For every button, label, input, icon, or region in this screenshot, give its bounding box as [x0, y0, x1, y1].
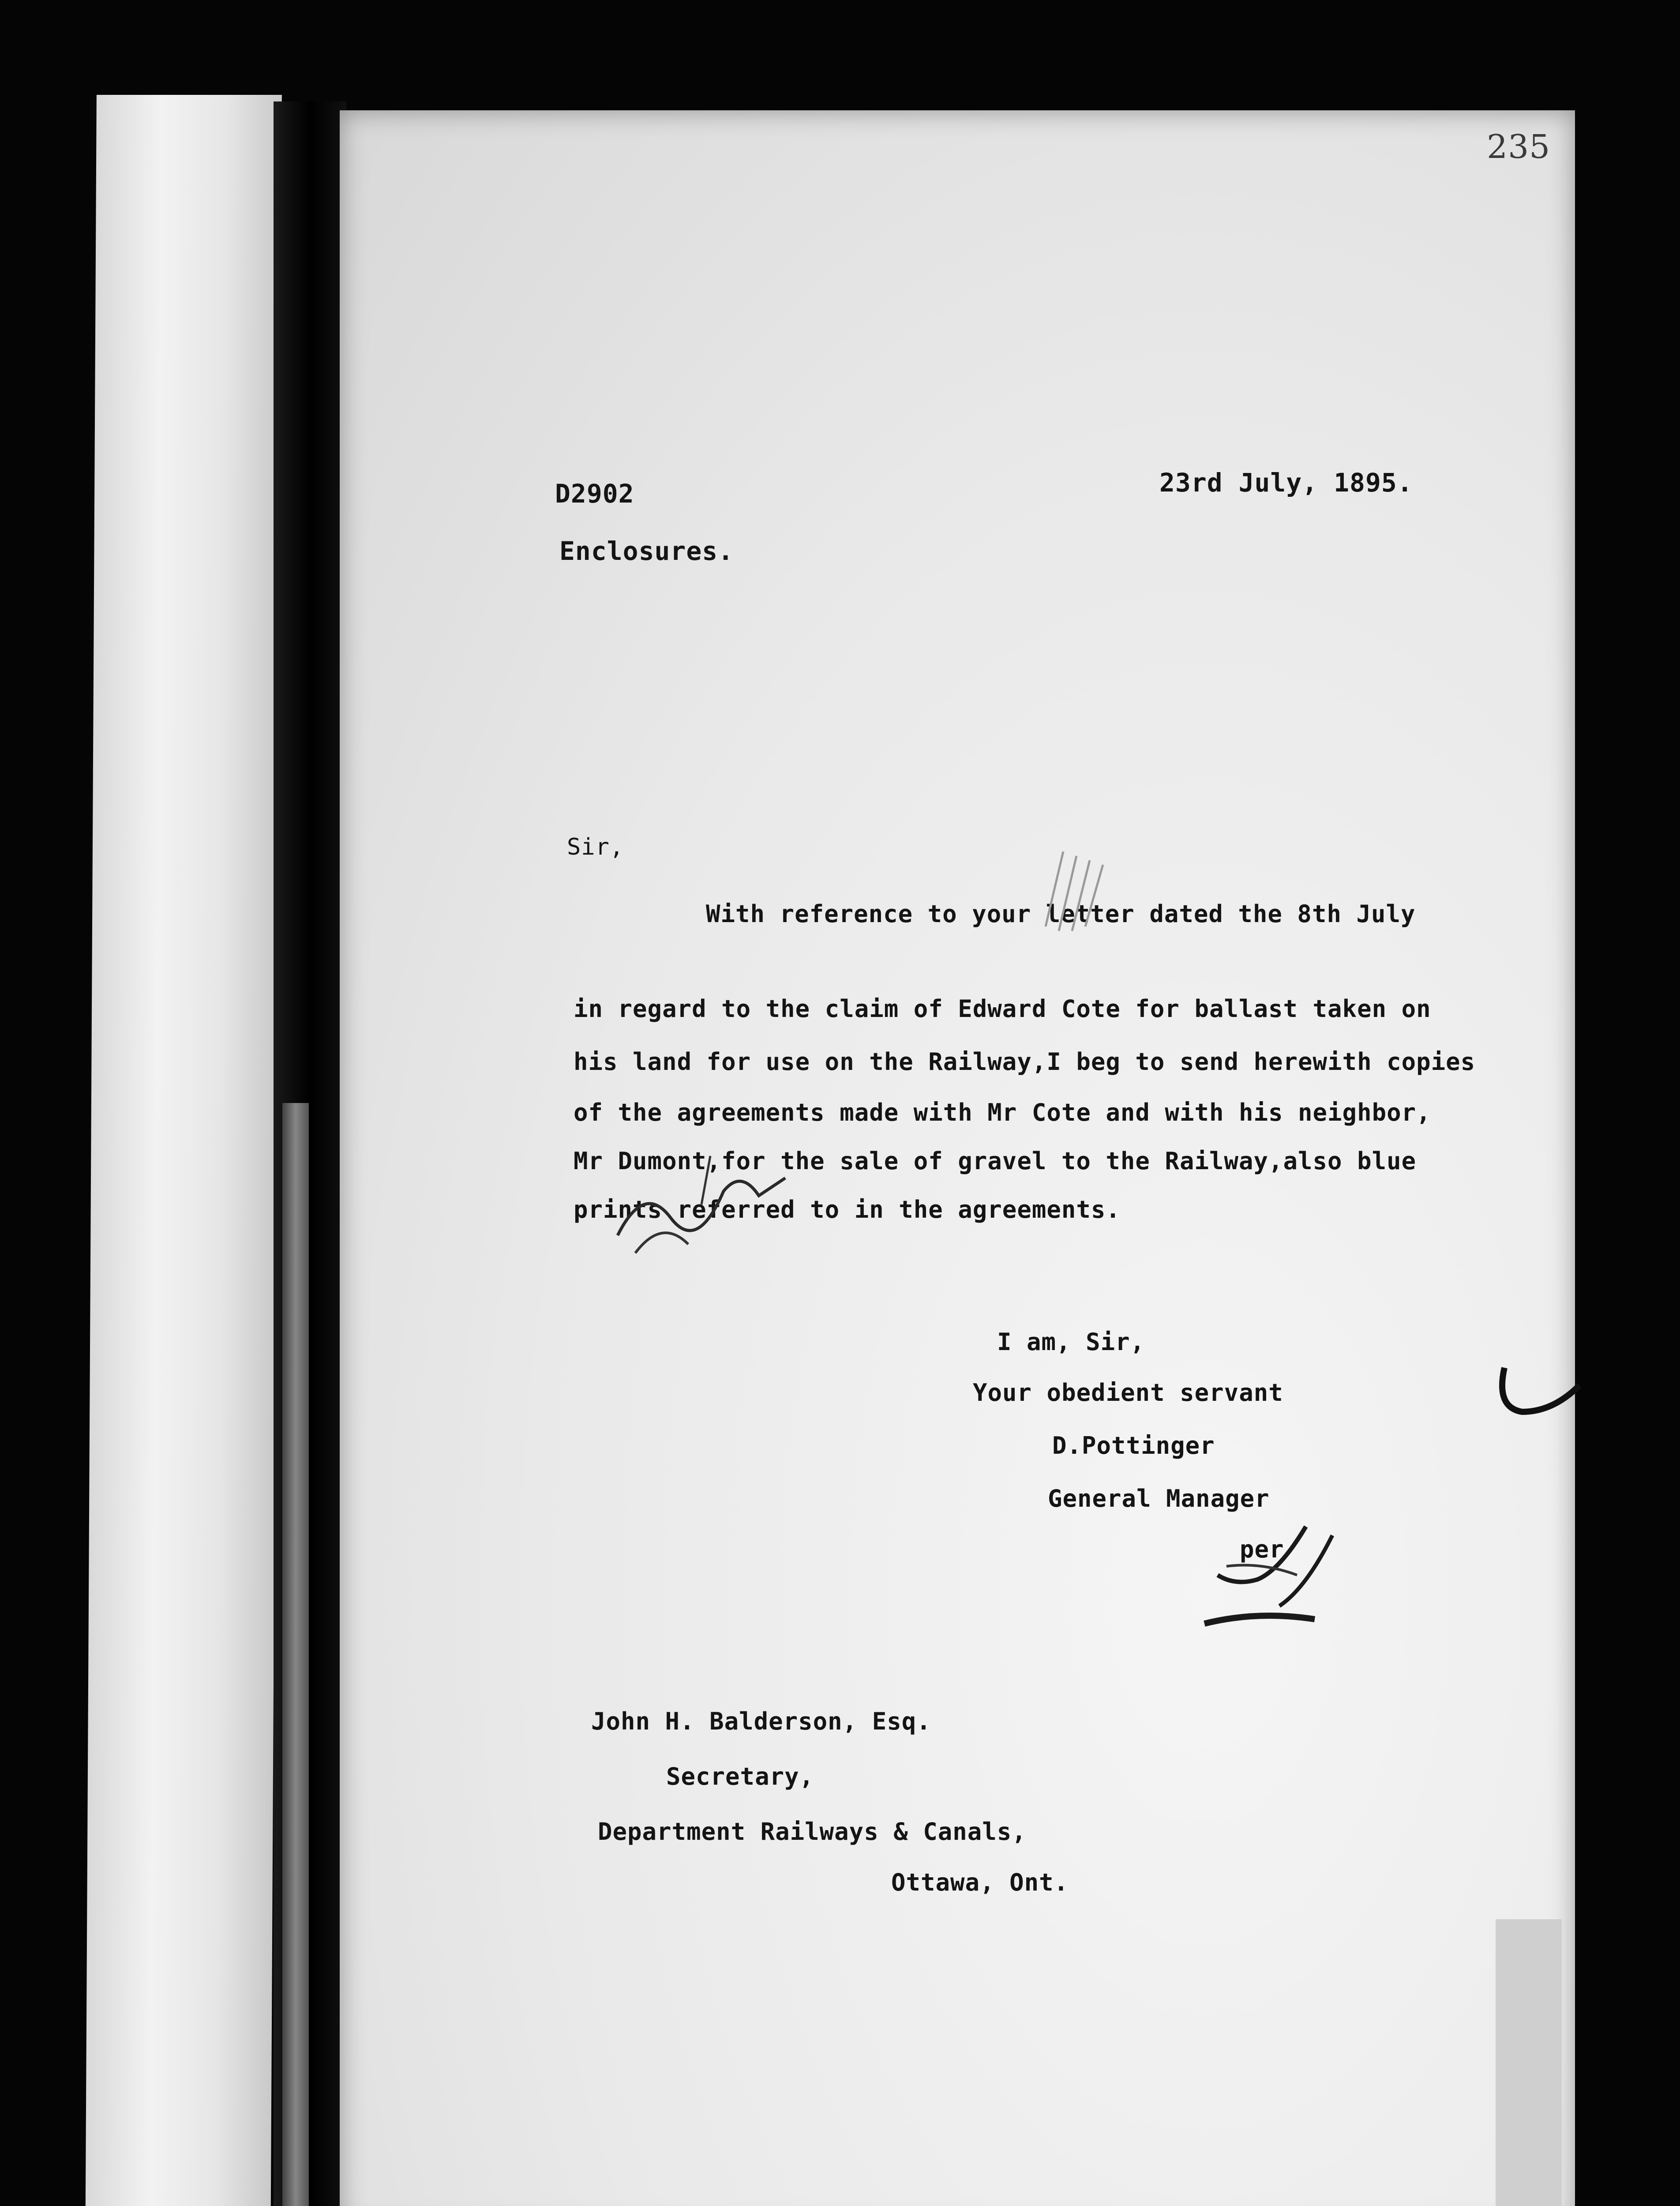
recipient-city: Ottawa, Ont.	[891, 1868, 1069, 1896]
page-edge	[1496, 1919, 1562, 2206]
signature-name: D.Pottinger	[1052, 1432, 1215, 1459]
gutter-highlight	[282, 1103, 309, 2206]
letter-reference: D2902	[555, 479, 634, 509]
body-line: With reference to your letter dated the 8th July	[706, 900, 1416, 928]
page-number: 235	[1487, 128, 1551, 166]
recipient-department: Department Railways & Canals,	[598, 1818, 1027, 1846]
body-line: Mr Dumont,for the sale of gravel to the Railway,also blue	[574, 1147, 1417, 1175]
margin-mark	[1491, 1359, 1588, 1429]
handwritten-annotation	[609, 1129, 794, 1271]
enclosures-note: Enclosures.	[559, 536, 734, 566]
body-line: prints referred to in the agreements.	[574, 1196, 1121, 1223]
recipient-title: Secretary,	[666, 1763, 814, 1790]
handwritten-initials	[1191, 1509, 1421, 1641]
letter-date: 23rd July, 1895.	[1159, 468, 1413, 498]
body-line: in regard to the claim of Edward Cote for ballast taken on	[574, 995, 1431, 1023]
body-line: his land for use on the Railway,I beg to send herewith copies	[574, 1048, 1476, 1076]
closing-line: I am, Sir,	[997, 1328, 1145, 1356]
recipient-name: John H. Balderson, Esq.	[591, 1707, 931, 1735]
signature-title: General Manager	[1048, 1485, 1270, 1512]
body-line: of the agreements made with Mr Cote and with his neighbor,	[574, 1099, 1431, 1126]
signature-per: per	[1240, 1535, 1284, 1563]
closing-line: Your obedient servant	[973, 1379, 1283, 1407]
left-facing-page	[84, 95, 282, 2206]
ink-smudge	[1037, 847, 1147, 935]
salutation: Sir,	[567, 834, 624, 860]
